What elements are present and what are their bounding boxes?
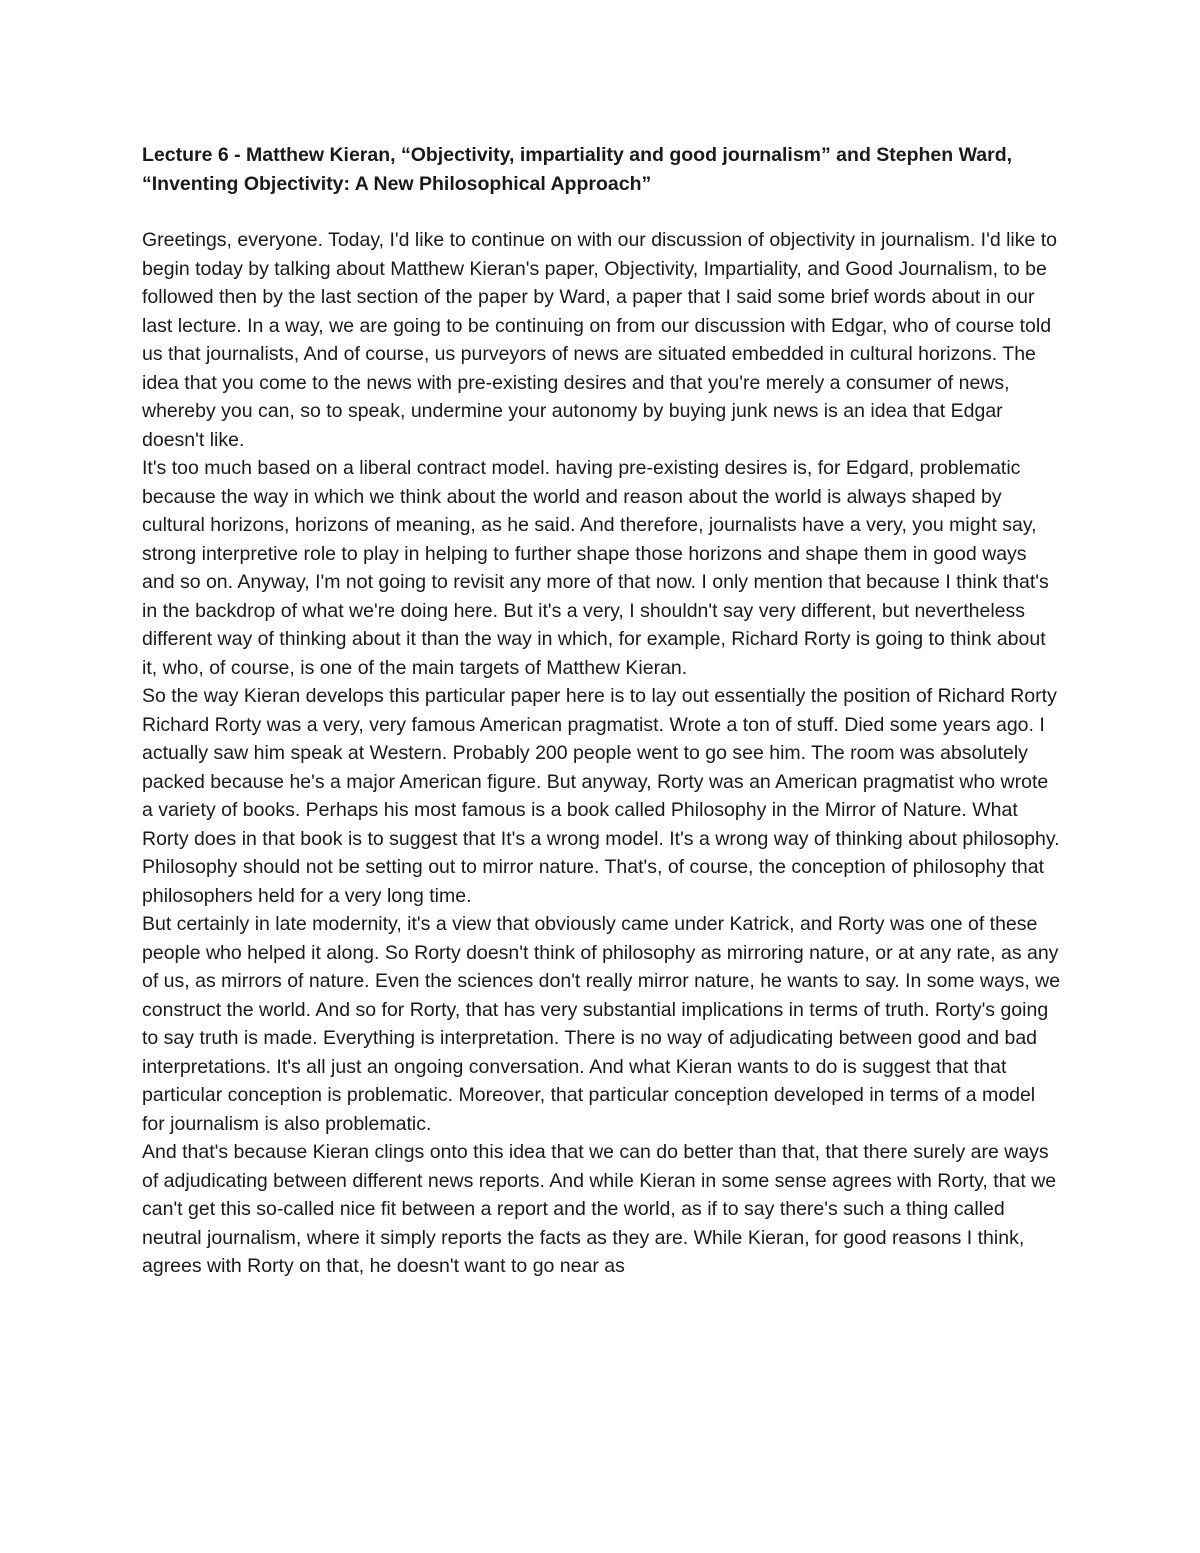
paragraph-liberal-contract: It's too much based on a liberal contract model. having pre-existing desires is, for Edgard, problematic because the way in which we think about the world and reason about the world is always shaped by cultural horizons, horizons of meaning, as he said. And therefore, journalists have a very, you might say, strong interpretive role to play in helping to further shape those horizons and shape them in good ways and so on. Anyway, I'm not going to revisit any more of that now. I only mention that because I think that's in the backdrop of what we're doing here. But it's a very, I shouldn't say very different, but nevertheless different way of thinking about it than the way in which, for example, Richard Rorty is going to think about it, who, of course, is one of the main targets of Matthew Kieran. [142,457,1049,679]
document-page [142,141,1062,1281]
paragraph-kieran-adjudicating: And that's because Kieran clings onto this idea that we can do better than that, that there surely are ways of adjudicating between different news reports. And while Kieran in some sense agrees with Rorty, that we can't get this so-called nice fit between a report and the world, as if to say there's such a thing called neutral journalism, where it simply reports the facts as they are. While Kieran, for good reasons I think, agrees with Rorty on that, he doesn't want to go near as [142,1141,1057,1277]
paragraph-greetings: Greetings, everyone. Today, I'd like to continue on with our discussion of objectivity in journalism. I'd like to begin today by talking about Matthew Kieran's paper, Objectivity, Impartiality, and Good Journalism, to be followed then by the last section of the paper by Ward, a paper that I said some brief words about in our last lecture. In a way, we are going to be continuing on from our discussion with Edgar, who of course told us that journalists, And of course, us purveyors of news are situated embedded in cultural horizons. The idea that you come to the news with pre-existing desires and that you're merely a consumer of news, whereby you can, so to speak, undermine your autonomy by buying junk news is an idea that Edgar doesn't like. [142,229,1058,451]
paragraph-rorty-position: So the way Kieran develops this particular paper here is to lay out essentially the position of Richard Rorty Richard Rorty was a very, very famous American pragmatist. Wrote a ton of stuff. Died some years ago. I actually saw him speak at Western. Probably 200 people went to go see him. The room was absolutely packed because he's a major American figure. But anyway, Rorty was an American pragmatist who wrote a variety of books. Perhaps his most famous is a book called Philosophy in the Mirror of Nature. What Rorty does in that book is to suggest that It's a wrong model. It's a wrong way of thinking about philosophy. Philosophy should not be setting out to mirror nature. That's, of course, the conception of philosophy that philosophers held for a very long time. [142,685,1060,907]
paragraph-late-modernity: But certainly in late modernity, it's a view that obviously came under Katrick, and Rorty was one of these people who helped it along. So Rorty doesn't think of philosophy as mirroring nature, or at any rate, as any of us, as mirrors of nature. Even the sciences don't really mirror nature, he wants to say. In some ways, we construct the world. And so for Rorty, that has very substantial implications in terms of truth. Rorty's going to say truth is made. Everything is interpretation. There is no way of adjudicating between good and bad interpretations. It's all just an ongoing conversation. And what Kieran wants to do is suggest that that particular conception is problematic. Moreover, that particular conception developed in terms of a model for journalism is also problematic. [142,913,1061,1135]
lecture-title: Lecture 6 - Matthew Kieran, “Objectivity, impartiality and good journalism” and Stephen Ward, “Inventing Objectivity: A New Philosophical Approach” [142,144,1013,195]
